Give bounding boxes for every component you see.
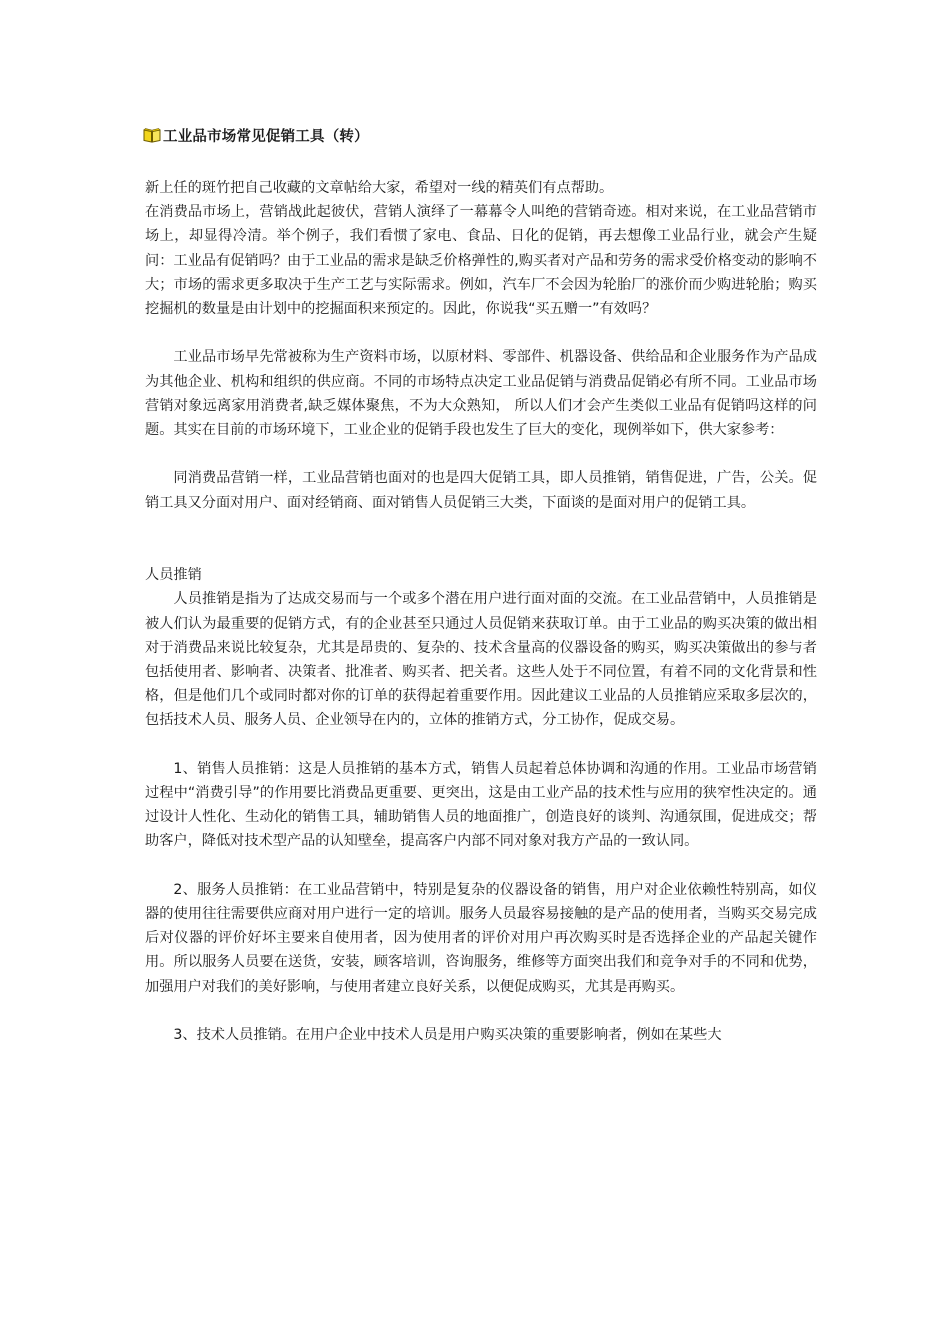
- paragraph-item-service-staff: 2、服务人员推销：在工业品营销中，特别是复杂的仪器设备的销售，用户对企业依赖性特别高，如仪器的使用往往需要供应商对用户进行一定的培训。服务人员最容易接触的是产品的使用者，当购买交易完成后对仪器的评价好坏主要来自使用者，因为使用者的评价对用户再次购买时是否选择企业的产品起关键作用。所以服务人员要在送货，安装，顾客培训，咨询服务，维修等方面突出我们和竞争对手的不同和优势，加强用户对我们的美好影响，与使用者建立良好关系，以便促成购买，尤其是再购买。: [145, 881, 817, 995]
- document-title: 工业品市场常见促销工具（转）: [163, 128, 369, 145]
- paragraph-item-sales-staff: 1、销售人员推销：这是人员推销的基本方式，销售人员起着总体协调和沟通的作用。工业品市场营销过程中“消费引导”的作用要比消费品更重要、更突出，这是由工业产品的技术性与应用的狭窄性决定的。通过设计人性化、生动化的销售工具，辅助销售人员的地面推广，创造良好的谈判、沟通氛围，促进成交；帮助客户，降低对技术型产品的认知壁垒，提高客户内部不同对象对我方产品的一致认同。: [145, 760, 817, 850]
- paragraph-item-technical-staff: 3、技术人员推销。在用户企业中技术人员是用户购买决策的重要影响者，例如在某些大: [173, 1027, 722, 1044]
- paragraph-promotion-tools: 同消费品营销一样，工业品营销也面对的也是四大促销工具，即人员推销，销售促进，广告，公关。促销工具又分面对用户、面对经销商、面对销售人员促销三大类，下面谈的是面对用户的促销工具。: [145, 470, 817, 511]
- paragraph-consumer-market: 在消费品市场上，营销战此起彼伏，营销人演绎了一幕幕令人叫绝的营销奇迹。相对来说，在工业品营销市场上，却显得冷清。举个例子，我们看惯了家电、食品、日化的促销，再去想像工业品行业，就会产生疑问：工业品有促销吗？由于工业品的需求是缺乏价格弹性的,购买者对产品和劳务的需求受价格变动的影响不大；市场的需求更多取决于生产工艺与实际需求。例如，汽车厂不会因为轮胎厂的涨价而少购进轮胎；购买挖掘机的数量是由计划中的挖掘面积来预定的。因此，你说我“买五赠一”有效吗？: [145, 204, 817, 318]
- book-icon: [143, 127, 161, 143]
- document-title-row: [143, 124, 369, 146]
- paragraph-intro-note: 新上任的斑竹把自己收藏的文章帖给大家，希望对一线的精英们有点帮助。: [145, 180, 614, 196]
- paragraph-industrial-market: 工业品市场早先常被称为生产资料市场，以原材料、零部件、机器设备、供给品和企业服务作为产品成为其他企业、机构和组织的供应商。不同的市场特点决定工业品促销与消费品促销必有所不同。工业品市场营销对象远离家用消费者,缺乏媒体聚焦，不为大众熟知， 所以人们才会产生类似工业品有促销吗这样的问题。其实在目前的市场环境下，工业企业的促销手段也发生了巨大的变化，现例举如下，供大家参考：: [145, 349, 817, 439]
- document-body: [145, 176, 817, 1047]
- paragraph-personal-selling: 人员推销是指为了达成交易而与一个或多个潜在用户进行面对面的交流。在工业品营销中，人员推销是被人们认为最重要的促销方式，有的企业甚至只通过人员促销来获取订单。由于工业品的购买决策的做出相对于消费品来说比较复杂，尤其是昂贵的、复杂的、技术含量高的仪器设备的购买，购买决策做出的参与者包括使用者、影响者、决策者、批准者、购买者、把关者。这些人处于不同位置，有着不同的文化背景和性格，但是他们几个或同时都对你的订单的获得起着重要作用。因此建议工业品的人员推销应采取多层次的，包括技术人员、服务人员、企业领导在内的，立体的推销方式，分工协作，促成交易。: [145, 591, 817, 729]
- section-heading-personal-selling: 人员推销: [145, 567, 202, 584]
